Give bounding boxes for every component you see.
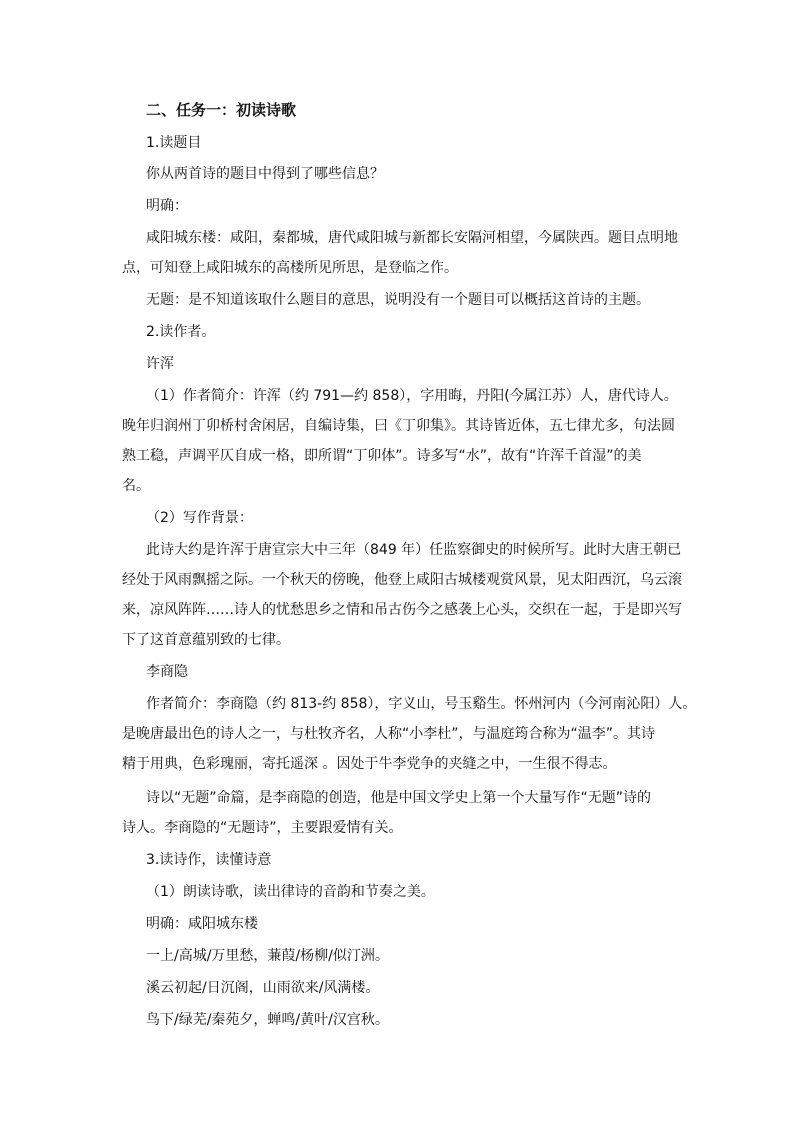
author1-name: 许浑 bbox=[146, 356, 174, 372]
lishangyin-bio-line3: 精于用典，色彩瑰丽，寄托遥深 。因处于牛李党争的夹缝之中，一生很不得志。 bbox=[122, 756, 617, 772]
question-text: 你从两首诗的题目中得到了哪些信息？ bbox=[146, 166, 384, 182]
xuhun-background-title: （2）写作背景： bbox=[146, 510, 253, 526]
lishangyin-bio-line2: 是晚唐最出色的诗人之一，与杜牧齐名，人称“小李杜”，与温庭筠合称为“温李”。其诗 bbox=[122, 726, 656, 742]
item2-title: 2.读作者。 bbox=[146, 324, 216, 340]
section-title: 二、任务一：初读诗歌 bbox=[146, 101, 297, 119]
lishangyin-wuti-line2: 诗人。李商隐的“无题诗”，主要跟爱情有关。 bbox=[122, 820, 403, 836]
xuhun-bio-line1: （1）作者简介：许浑（约 791—约 858），字用晦，丹阳(今属江苏）人，唐代诗人。 bbox=[146, 388, 678, 404]
clarify-poem-title: 明确：咸阳城东楼 bbox=[146, 916, 258, 932]
author2-name: 李商隐 bbox=[146, 664, 188, 680]
xuhun-bio-line3: 熟工稳，声调平仄自成一格，即所谓“丁卯体”。诗多写“水”，故有“许浑千首湿”的美 bbox=[122, 448, 642, 464]
poem-line: 一上/高城/万里愁，蒹葭/杨柳/似汀洲。 bbox=[146, 948, 389, 964]
poem-line: 溪云初起/日沉阁，山雨欲来/风满楼。 bbox=[146, 980, 380, 996]
xuhun-bio-line2: 晚年归润州丁卯桥村舍闲居，自编诗集，曰《丁卯集》。其诗皆近体，五七律尤多，句法圆 bbox=[122, 418, 675, 434]
xuhun-bio-line4: 名。 bbox=[122, 478, 150, 494]
lishangyin-bio-line1: 作者简介：李商隐（约 813-约 858），字义山，号玉谿生。怀州河内（今河南沁阳）人。 bbox=[146, 696, 697, 712]
item3-title: 3.读诗作，读懂诗意 bbox=[146, 852, 272, 868]
wuti-paragraph: 无题：是不知道该取什么题目的意思，说明没有一个题目可以概括这首诗的主题。 bbox=[146, 292, 650, 308]
lishangyin-wuti-line1: 诗以“无题”命篇，是李商隐的创造，他是中国文学史上第一个大量写作“无题”诗的 bbox=[146, 790, 652, 806]
xuhun-background-line3: 来，凉风阵阵……诗人的忧愁思乡之情和吊古伤今之感袭上心头，交织在一起，于是即兴写 bbox=[122, 602, 682, 618]
item1-title: 1.读题目 bbox=[146, 135, 202, 151]
xianyang-paragraph-line1: 咸阳城东楼：咸阳，秦都城，唐代咸阳城与新都长安隔河相望，今属陕西。题目点明地 bbox=[146, 230, 678, 246]
xuhun-background-line2: 经处于风雨飘摇之际。一个秋天的傍晚，他登上咸阳古城楼观赏风景，见太阳西沉，乌云滚 bbox=[122, 572, 682, 588]
clarify-label: 明确： bbox=[146, 198, 188, 214]
xuhun-background-line4: 下了这首意蕴别致的七律。 bbox=[122, 632, 290, 648]
xuhun-background-line1: 此诗大约是许浑于唐宣宗大中三年（849 年）任监察御史的时候所写。此时大唐王朝已 bbox=[146, 542, 682, 558]
poem-line: 鸟下/绿芜/秦苑夕，蝉鸣/黄叶/汉宫秋。 bbox=[146, 1012, 389, 1028]
xianyang-paragraph-line2: 点，可知登上咸阳城东的高楼所见所思，是登临之作。 bbox=[122, 260, 458, 276]
read-aloud-instruction: （1）朗读诗歌，读出律诗的音韵和节奏之美。 bbox=[146, 884, 435, 900]
